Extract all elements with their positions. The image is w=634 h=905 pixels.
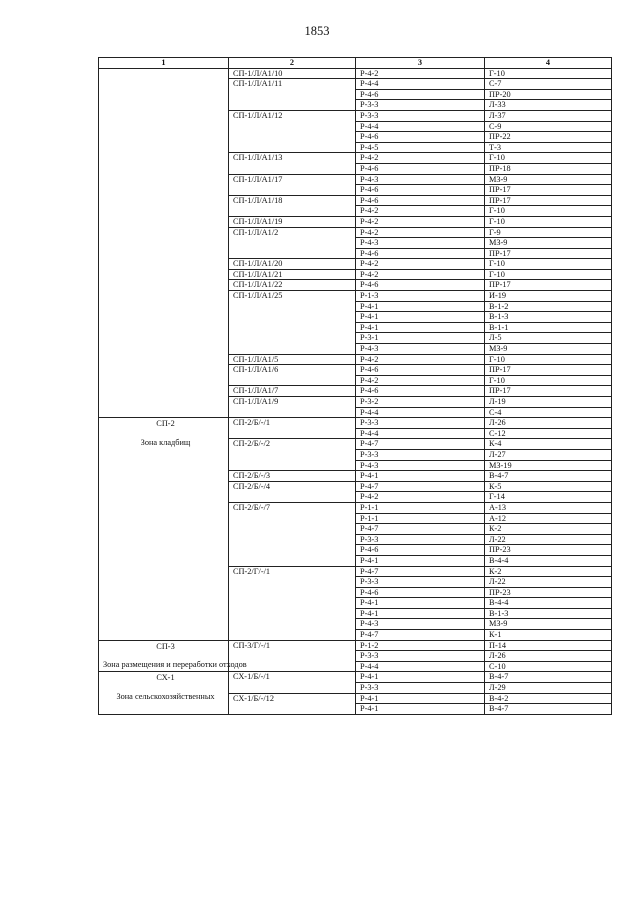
regulation-code: Р-4-2 xyxy=(356,354,485,365)
parameter-code: В-4-7 xyxy=(485,471,612,482)
header-row xyxy=(99,58,612,69)
subzone-code: СХ-1/Б/-/1 xyxy=(229,672,356,693)
parameter-code: К-2 xyxy=(485,566,612,577)
table-body xyxy=(99,68,612,714)
parameter-code: В-1-1 xyxy=(485,322,612,333)
parameter-code: ПР-17 xyxy=(485,280,612,291)
regulation-code: Р-4-1 xyxy=(356,704,485,715)
zone-code: СХ-1 xyxy=(156,673,175,683)
parameter-code: Г-14 xyxy=(485,492,612,503)
regulation-code: Р-4-7 xyxy=(356,566,485,577)
zoning-table xyxy=(98,57,612,715)
parameter-code: А-13 xyxy=(485,502,612,513)
parameter-code: Л-29 xyxy=(485,683,612,694)
header-col-1: 1 xyxy=(99,58,229,69)
regulation-code: Р-1-3 xyxy=(356,291,485,302)
parameter-code: Л-19 xyxy=(485,397,612,408)
parameter-code: Г-10 xyxy=(485,259,612,270)
parameter-code: ПР-23 xyxy=(485,545,612,556)
parameter-code: МЗ-19 xyxy=(485,460,612,471)
parameter-code: Т-3 xyxy=(485,142,612,153)
parameter-code: В-4-7 xyxy=(485,704,612,715)
table-row xyxy=(99,672,612,683)
subzone-code: СП-2/Б/-/2 xyxy=(229,439,356,471)
regulation-code: Р-4-3 xyxy=(356,460,485,471)
parameter-code: ПР-17 xyxy=(485,365,612,376)
regulation-code: Р-4-2 xyxy=(356,259,485,270)
regulation-code: Р-1-1 xyxy=(356,502,485,513)
parameter-code: В-4-2 xyxy=(485,693,612,704)
regulation-code: Р-4-1 xyxy=(356,301,485,312)
parameter-code: С-7 xyxy=(485,79,612,90)
parameter-code: ПР-17 xyxy=(485,185,612,196)
subzone-code: СП-2/Б/-/7 xyxy=(229,502,356,566)
regulation-code: Р-4-4 xyxy=(356,121,485,132)
regulation-code: Р-4-7 xyxy=(356,481,485,492)
regulation-code: Р-3-3 xyxy=(356,651,485,662)
zone-cell xyxy=(99,418,229,640)
regulation-code: Р-4-2 xyxy=(356,375,485,386)
subzone-code: СП-1/Л/А1/7 xyxy=(229,386,356,397)
regulation-code: Р-4-4 xyxy=(356,79,485,90)
parameter-code: ПР-23 xyxy=(485,587,612,598)
subzone-code: СП-3/Г/-/1 xyxy=(229,640,356,672)
parameter-code: Г-10 xyxy=(485,153,612,164)
parameter-code: В-4-7 xyxy=(485,672,612,683)
subzone-code: СП-1/Л/А1/6 xyxy=(229,365,356,386)
zone-cell xyxy=(99,68,229,418)
parameter-code: К-4 xyxy=(485,439,612,450)
parameter-code: Л-22 xyxy=(485,534,612,545)
regulation-code: Р-4-1 xyxy=(356,555,485,566)
parameter-code: Л-37 xyxy=(485,110,612,121)
regulation-code: Р-4-6 xyxy=(356,89,485,100)
regulation-code: Р-4-2 xyxy=(356,269,485,280)
table-row xyxy=(99,640,612,651)
regulation-code: Р-4-1 xyxy=(356,471,485,482)
header-col-3: 3 xyxy=(356,58,485,69)
subzone-code: СП-1/Л/А1/2 xyxy=(229,227,356,259)
subzone-code: СП-1/Л/А1/20 xyxy=(229,259,356,270)
subzone-code: СП-1/Л/А1/21 xyxy=(229,269,356,280)
regulation-code: Р-4-3 xyxy=(356,344,485,355)
parameter-code: К-1 xyxy=(485,630,612,641)
parameter-code: ПР-17 xyxy=(485,248,612,259)
parameter-code: В-4-4 xyxy=(485,598,612,609)
parameter-code: МЗ-9 xyxy=(485,238,612,249)
subzone-code: СП-1/Л/А1/19 xyxy=(229,216,356,227)
regulation-code: Р-4-6 xyxy=(356,587,485,598)
table-row xyxy=(99,418,612,429)
regulation-code: Р-3-3 xyxy=(356,449,485,460)
parameter-code: П-14 xyxy=(485,640,612,651)
subzone-code: СП-1/Л/А1/18 xyxy=(229,195,356,216)
subzone-code: СП-2/Г/-/1 xyxy=(229,566,356,640)
subzone-code: СП-1/Л/А1/25 xyxy=(229,291,356,355)
regulation-code: Р-4-2 xyxy=(356,216,485,227)
parameter-code: К-5 xyxy=(485,481,612,492)
regulation-code: Р-4-3 xyxy=(356,619,485,630)
parameter-code: ПР-20 xyxy=(485,89,612,100)
regulation-code: Р-4-6 xyxy=(356,280,485,291)
regulation-code: Р-3-3 xyxy=(356,100,485,111)
regulation-code: Р-4-3 xyxy=(356,174,485,185)
parameter-code: Г-10 xyxy=(485,269,612,280)
parameter-code: Л-5 xyxy=(485,333,612,344)
zone-cell xyxy=(99,640,247,672)
header-col-2: 2 xyxy=(229,58,356,69)
regulation-code: Р-4-6 xyxy=(356,365,485,376)
parameter-code: МЗ-9 xyxy=(485,344,612,355)
regulation-code: Р-4-2 xyxy=(356,492,485,503)
regulation-code: Р-3-3 xyxy=(356,683,485,694)
regulation-code: Р-4-1 xyxy=(356,312,485,323)
parameter-code: ПР-22 xyxy=(485,132,612,143)
parameter-code: В-4-4 xyxy=(485,555,612,566)
regulation-code: Р-3-3 xyxy=(356,534,485,545)
subzone-code: СП-1/Л/А1/22 xyxy=(229,280,356,291)
parameter-code: ПР-17 xyxy=(485,386,612,397)
regulation-code: Р-4-6 xyxy=(356,163,485,174)
parameter-code: Л-26 xyxy=(485,418,612,429)
parameter-code: С-9 xyxy=(485,121,612,132)
regulation-code: Р-4-2 xyxy=(356,153,485,164)
regulation-code: Р-4-2 xyxy=(356,227,485,238)
regulation-code: Р-4-2 xyxy=(356,68,485,79)
parameter-code: С-10 xyxy=(485,661,612,672)
regulation-code: Р-4-4 xyxy=(356,407,485,418)
subzone-code: СП-1/Л/А1/17 xyxy=(229,174,356,195)
regulation-code: Р-4-3 xyxy=(356,238,485,249)
subzone-code: СП-1/Л/А1/5 xyxy=(229,354,356,365)
regulation-code: Р-3-1 xyxy=(356,333,485,344)
header-col-4: 4 xyxy=(485,58,612,69)
parameter-code: В-1-2 xyxy=(485,301,612,312)
parameter-code: С-12 xyxy=(485,428,612,439)
table-row xyxy=(99,68,612,79)
page-number: 1853 xyxy=(304,24,330,38)
regulation-code: Р-4-6 xyxy=(356,132,485,143)
regulation-code: Р-4-4 xyxy=(356,661,485,672)
subzone-code: СП-1/Л/А1/10 xyxy=(229,68,356,79)
subzone-code: СХ-1/Б/-/12 xyxy=(229,693,356,714)
regulation-code: Р-4-4 xyxy=(356,428,485,439)
parameter-code: К-2 xyxy=(485,524,612,535)
parameter-code: Л-22 xyxy=(485,577,612,588)
subzone-code: СП-1/Л/А1/12 xyxy=(229,110,356,152)
parameter-code: МЗ-9 xyxy=(485,619,612,630)
regulation-code: Р-4-1 xyxy=(356,598,485,609)
regulation-code: Р-1-1 xyxy=(356,513,485,524)
regulation-code: Р-4-1 xyxy=(356,672,485,683)
zone-code: СП-2 xyxy=(156,419,175,429)
subzone-code: СП-1/Л/А1/9 xyxy=(229,397,356,418)
parameter-code: ПР-18 xyxy=(485,163,612,174)
regulation-code: Р-4-6 xyxy=(356,195,485,206)
regulation-code: Р-4-1 xyxy=(356,322,485,333)
subzone-code: СП-2/Б/-/3 xyxy=(229,471,356,482)
parameter-code: Л-26 xyxy=(485,651,612,662)
parameter-code: ПР-17 xyxy=(485,195,612,206)
parameter-code: И-19 xyxy=(485,291,612,302)
subzone-code: СП-2/Б/-/1 xyxy=(229,418,356,439)
parameter-code: Г-9 xyxy=(485,227,612,238)
regulation-code: Р-4-5 xyxy=(356,142,485,153)
subzone-code: СП-2/Б/-/4 xyxy=(229,481,356,502)
regulation-code: Р-4-1 xyxy=(356,693,485,704)
parameter-code: Г-10 xyxy=(485,206,612,217)
regulation-code: Р-3-3 xyxy=(356,418,485,429)
regulation-code: Р-4-6 xyxy=(356,248,485,259)
regulation-code: Р-4-7 xyxy=(356,630,485,641)
zone-name: Зона размещения и переработки отходов xyxy=(103,660,247,670)
regulation-code: Р-4-7 xyxy=(356,439,485,450)
zone-name: Зона кладбищ xyxy=(140,437,191,447)
parameter-code: Л-27 xyxy=(485,449,612,460)
zone-name: Зона сельскохозяйственных xyxy=(116,692,215,702)
parameter-code: А-12 xyxy=(485,513,612,524)
regulation-code: Р-3-3 xyxy=(356,110,485,121)
subzone-code: СП-1/Л/А1/13 xyxy=(229,153,356,174)
parameter-code: Г-10 xyxy=(485,68,612,79)
regulation-code: Р-3-2 xyxy=(356,397,485,408)
zone-cell xyxy=(99,672,229,714)
parameter-code: С-4 xyxy=(485,407,612,418)
parameter-code: МЗ-9 xyxy=(485,174,612,185)
regulation-code: Р-4-1 xyxy=(356,608,485,619)
regulation-code: Р-4-6 xyxy=(356,386,485,397)
regulation-code: Р-1-2 xyxy=(356,640,485,651)
parameter-code: Л-33 xyxy=(485,100,612,111)
zone-code: СП-3 xyxy=(156,641,175,651)
regulation-code: Р-4-6 xyxy=(356,545,485,556)
subzone-code: СП-1/Л/А1/11 xyxy=(229,79,356,111)
parameter-code: Г-10 xyxy=(485,216,612,227)
regulation-code: Р-3-3 xyxy=(356,577,485,588)
parameter-code: Г-10 xyxy=(485,375,612,386)
parameter-code: Г-10 xyxy=(485,354,612,365)
regulation-code: Р-4-2 xyxy=(356,206,485,217)
regulation-code: Р-4-6 xyxy=(356,185,485,196)
parameter-code: В-1-3 xyxy=(485,312,612,323)
regulation-code: Р-4-7 xyxy=(356,524,485,535)
parameter-code: В-1-3 xyxy=(485,608,612,619)
